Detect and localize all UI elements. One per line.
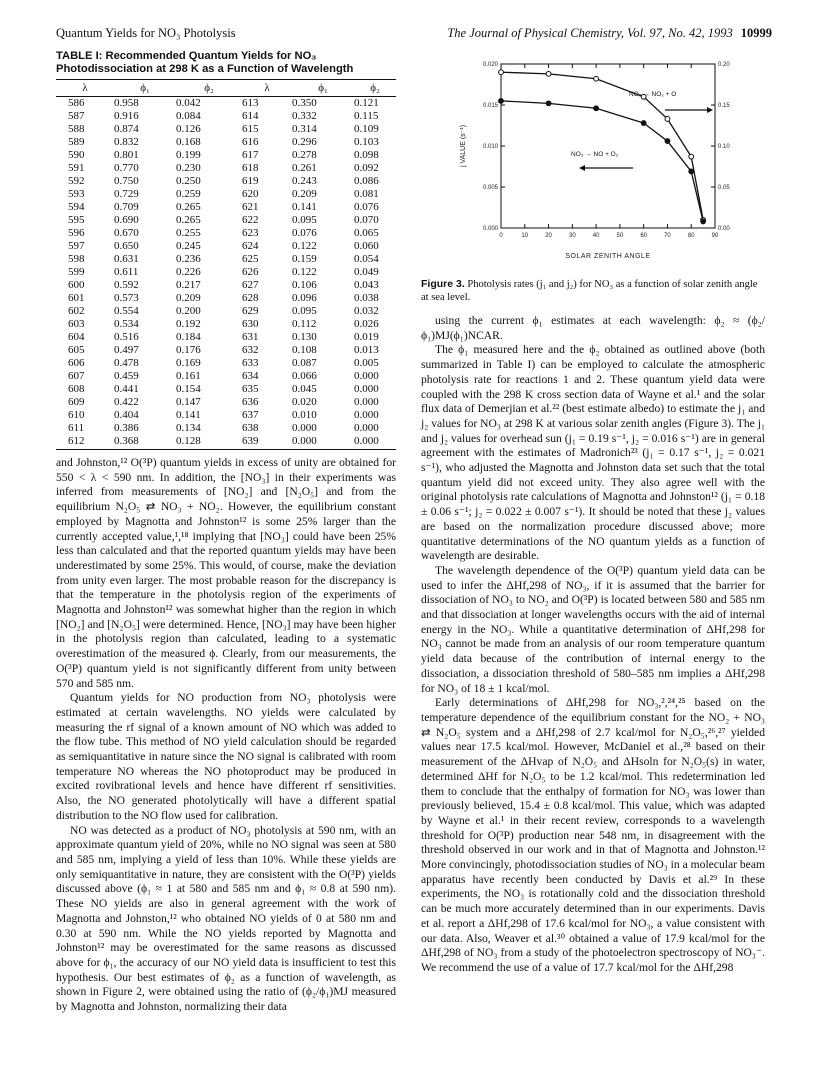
figure-caption [421,278,765,304]
table-header-row [56,80,396,97]
table-row [56,409,396,422]
table-cell: 0.141 [292,201,317,213]
table-row [56,344,396,357]
x-tick-label: 70 [664,233,671,239]
table-cell: 600 [68,279,85,291]
data-point [546,71,551,76]
table-cell: 630 [242,318,259,330]
table-cell: 0.243 [292,175,317,187]
table-cell: 617 [242,149,259,161]
table-cell: 0.010 [292,409,317,421]
table-cell: 0.005 [354,357,379,369]
table-cell: 601 [68,292,85,304]
paragraph: The wavelength dependence of the O(³P) quantum yield data can be used to infer the ΔHf,298 of NO₃, if it is assumed that the barrier for dissociation of NO₃ to NO₂ and O(³P) is located between 580 and 585 nm and that dissociation at longer wavelengths occurs with the aid of internal energy in the NO₃. While a quantitative determination of ΔHf,298 for NO₃ cannot be made from an analysis of our room temperature quantum yield data because of the contribution of internal energy to the dissociation, a dissociation threshold of 580–585 nm implies a ΔHf,298 for NO₃ of 18 ± 1 kcal/mol. [421,563,765,695]
table-cell: 0.245 [176,240,201,252]
table-cell: 638 [242,422,259,434]
table-body [56,97,396,450]
table-cell: 0.000 [354,396,379,408]
table-cell: 611 [68,422,85,434]
table-cell: 0.095 [292,305,317,317]
y-tick-label: 0.005 [482,185,498,191]
table-cell: 0.534 [114,318,139,330]
data-point [499,70,504,75]
table-cell: 587 [68,110,85,122]
table-cell: 0.154 [176,383,201,395]
col-header: ϕ₂ [354,80,396,97]
table-cell: 0.801 [114,149,139,161]
table-cell: 619 [242,175,259,187]
table-row [56,292,396,305]
table-row [56,396,396,409]
table-cell: 637 [242,409,259,421]
table-cell: 0.130 [292,331,317,343]
table-cell: 0.770 [114,162,139,174]
table-row [56,136,396,149]
table-cell: 627 [242,279,259,291]
table-cell: 616 [242,136,259,148]
table-row [56,123,396,136]
table-cell: 0.176 [176,344,201,356]
table-cell: 0.026 [354,318,379,330]
y-tick-label: 0.000 [482,226,498,232]
table-cell: 0.296 [292,136,317,148]
table-cell: 593 [68,188,85,200]
table-cell: 0.670 [114,227,139,239]
x-tick-label: 50 [616,233,624,239]
table-cell: 0.038 [354,292,379,304]
y2-tick-label: 0.00 [718,226,730,232]
table-cell: 607 [68,370,85,382]
table-cell: 0.108 [292,344,317,356]
table-cell: 0.422 [114,396,139,408]
table-cell: 0.592 [114,279,139,291]
series-label-j2: NO₃ → NO + O₂ [571,151,619,158]
table-cell: 606 [68,357,85,369]
table-cell: 0.199 [176,149,201,161]
table-cell: 609 [68,396,85,408]
table-cell: 633 [242,357,259,369]
table-cell: 0.169 [176,357,201,369]
table-cell: 0.265 [176,214,201,226]
right-column [421,50,765,976]
table-cell: 623 [242,227,259,239]
table-cell: 0.065 [354,227,379,239]
table-cell: 0.000 [354,370,379,382]
table-cell: 0.066 [292,370,317,382]
table-cell: 0.261 [292,162,317,174]
table-cell: 594 [68,201,85,213]
quantum-yield-table [56,79,396,450]
table-cell: 588 [68,123,85,135]
table-row [56,227,396,240]
table-cell: 0.497 [114,344,139,356]
table-cell: 0.134 [176,422,201,434]
table-cell: 0.147 [176,396,201,408]
table-cell: 626 [242,266,259,278]
table-row [56,97,396,111]
arrowhead [707,107,713,113]
table-cell: 0.043 [354,279,379,291]
data-point [689,169,694,174]
table-cell: 0.076 [292,227,317,239]
col-header: ϕ₁ [292,80,354,97]
data-point [665,117,670,122]
table-cell: 0.000 [354,383,379,395]
table-cell: 0.087 [292,357,317,369]
table-cell: 0.278 [292,149,317,161]
table-cell: 0.020 [292,396,317,408]
table-cell: 595 [68,214,85,226]
table-cell: 0.045 [292,383,317,395]
x-tick-label: 20 [545,233,552,239]
table-cell: 0.729 [114,188,139,200]
col-header: λ [242,80,292,97]
table-cell: 0.054 [354,253,379,265]
table-row [56,383,396,396]
table-cell: 0.516 [114,331,139,343]
table-cell: 0.209 [176,292,201,304]
table-cell: 0.042 [176,97,201,109]
table-cell: 0.916 [114,110,139,122]
table-cell: 0.098 [354,149,379,161]
table-cell: 0.070 [354,214,379,226]
table-row [56,175,396,188]
x-tick-label: 0 [499,233,503,239]
y2-tick-label: 0.15 [718,103,730,109]
table-cell: 602 [68,305,85,317]
page-number: 10999 [740,26,772,40]
table-cell: 0.332 [292,110,317,122]
table-cell: 636 [242,396,259,408]
left-column [56,50,396,1015]
paragraph: The ϕ₁ measured here and the ϕ₂ obtained as outlined above (both summarized in Table I) can be employed to calculate the atmospheric photolysis rate for reactions 1 and 2. These quantum yield data were coupled with the 298 K cross section data of Wayne et al.¹ and the solar flux data of Demerjian et al.²² (best estimate albedo) to estimate the j₁ and j₂ values for NO₃ at 298 K at various solar zenith angles (Figure 3). The j₁ and j₂ values for overhead sun (j₁ = 0.19 s⁻¹, j₂ = 0.016 s⁻¹) are in general agreement with the estimates of Madronich²³ (j₁ = 0.17 s⁻¹, j₂ = 0.021 s⁻¹), who adjusted the Magnotta and Johnston data set such that the total quantum yield did not exceed unity. They also agree well with the original photolysis rate calculations of Magnotta and Johnston¹² (j₁ = 0.18 ± 0.06 s⁻¹; j₂ = 0.022 ± 0.007 s⁻¹). It should be noted that these j₂ values are based on the normalization procedure discussed above; more quantitative determinations of the NO quantum yields as a function of wavelength are desirable. [421,343,765,563]
table-cell: 0.709 [114,201,139,213]
arrowhead [579,165,585,171]
table-cell: 632 [242,344,259,356]
y-tick-label: 0.010 [482,144,498,150]
table-cell: 0.096 [292,292,317,304]
table-caption: TABLE I: Recommended Quantum Yields for NO₃ Photodissociation at 298 K as a Function of Wavelength [56,50,354,75]
table-cell: 0.122 [292,266,317,278]
table-row [56,110,396,123]
table-cell: 0.103 [354,136,379,148]
table-cell: 621 [242,201,259,213]
x-tick-label: 30 [568,233,576,239]
table-row [56,318,396,331]
table-row [56,422,396,435]
table-row [56,331,396,344]
table-cell: 0.459 [114,370,139,382]
right-body-text [421,314,765,976]
table-cell: 625 [242,253,259,265]
table-cell: 0.200 [176,305,201,317]
figure-caption-text: Photolysis rates (j₁ and j₂) for NO₃ as a function of solar zenith angle at sea level. [421,279,758,303]
y2-tick-label: 0.20 [718,62,730,68]
table-cell: 0.255 [176,227,201,239]
table-cell: 0.000 [354,422,379,434]
table-cell: 610 [68,409,85,421]
table-cell: 0.092 [354,162,379,174]
x-axis-label: SOLAR ZENITH ANGLE [565,253,651,260]
table-row [56,201,396,214]
table-cell: 598 [68,253,85,265]
table-cell: 0.126 [176,123,201,135]
x-tick-label: 40 [592,233,600,239]
data-point [546,101,551,106]
running-header-journal [447,26,772,41]
table-cell: 604 [68,331,85,343]
table-cell: 0.404 [114,409,139,421]
table-row [56,240,396,253]
data-point [641,121,646,126]
table-cell: 591 [68,162,85,174]
table-row [56,149,396,162]
table-cell: 0.000 [354,409,379,421]
table-cell: 628 [242,292,259,304]
table-row [56,279,396,292]
data-point [701,219,706,224]
table-cell: 0.049 [354,266,379,278]
table-cell: 605 [68,344,85,356]
table-cell: 634 [242,370,259,382]
table-cell: 0.121 [354,97,379,109]
table-cell: 0.611 [114,266,139,278]
table-cell: 0.650 [114,240,139,252]
y-tick-label: 0.015 [482,103,498,109]
table-cell: 0.095 [292,214,317,226]
table-row [56,253,396,266]
series-label-j1: NO₃ → NO₂ + O [629,91,677,98]
left-body-text [56,456,396,1015]
table-cell: 0.086 [354,175,379,187]
table-cell: 0.832 [114,136,139,148]
table-cell: 0.631 [114,253,139,265]
table-cell: 608 [68,383,85,395]
table-cell: 0.236 [176,253,201,265]
data-point [594,106,599,111]
table-cell: 618 [242,162,259,174]
table-cell: 0.259 [176,188,201,200]
table-cell: 0.230 [176,162,201,174]
figure-3 [423,50,763,270]
table-cell: 614 [242,110,259,122]
table-row [56,370,396,383]
table-cell: 0.122 [292,240,317,252]
table-cell: 0.874 [114,123,139,135]
table-cell: 0.386 [114,422,139,434]
table-cell: 612 [56,435,114,450]
table-cell: 620 [242,188,259,200]
table-cell: 0.106 [292,279,317,291]
paragraph: Quantum yields for NO production from NO₃ photolysis were estimated at certain wavelengths. NO yields were calculated by measuring the rf signal of a known amount of NO which was added to the flow tube. This method of NO yield calculation should be regarded as semiquantitative in nature since the NO signal is calibrated with room temperature NO whereas the NO photoproduct may be produced in excited rovibrational levels and hence have different rf sensitivities. Also, the NO generated photolytically will have a different spatial distribution to the NO flow used for calibration. [56,691,396,822]
data-point [689,154,694,159]
figure-label: Figure 3. [421,278,465,290]
table-cell: 0.478 [114,357,139,369]
table-cell: 0.168 [176,136,201,148]
col-header: λ [56,80,114,97]
table-cell: 0.032 [354,305,379,317]
journal-citation: The Journal of Physical Chemistry, Vol. 97, No. 42, 1993 [447,26,733,40]
table-cell: 0.554 [114,305,139,317]
data-point [594,76,599,81]
data-point [499,99,504,104]
table-cell: 622 [242,214,259,226]
table-cell: 599 [68,266,85,278]
table-cell: 0.000 [354,435,396,450]
table-cell: 0.019 [354,331,379,343]
table-cell: 597 [68,240,85,252]
table-row [56,357,396,370]
x-tick-label: 10 [521,233,529,239]
y-tick-label: 0.020 [482,62,498,68]
table-cell: 0.690 [114,214,139,226]
table-row [56,162,396,175]
table-cell: 0.112 [292,318,317,330]
table-cell: 0.350 [292,97,317,109]
table-cell: 615 [242,123,259,135]
running-header-title: Quantum Yields for NO₃ Photolysis [56,26,236,40]
photolysis-rate-chart [423,50,763,270]
table-cell: 586 [68,97,85,109]
table-cell: 0.128 [176,435,242,450]
table-cell: 0.184 [176,331,201,343]
plot-frame [501,64,715,228]
table-cell: 590 [68,149,85,161]
y-axis-label: j VALUE (s⁻¹) [460,124,467,168]
paragraph: NO was detected as a product of NO₃ photolysis at 590 nm, with an approximate quantum yield of 20%, while no NO signal was seen at 580 and 585 nm, implying a yield of less than 10%. While these yields are only semiquantitative in nature, they are consistent with the O(³P) yields discussed above (ϕ₁ ≈ 1 at 580 and 585 nm and ϕ₁ ≈ 0.8 at 590 nm). These NO yields are also in general agreement with the work of Magnotta and Johnston,¹² who obtained NO yields of 0 at 580 nm and 0.30 at 590 nm. While the NO yields reported by Magnotta and Johnston¹² may be overestimated for the same reasons as discussed above for ϕ₁, the accuracy of our NO yield data is insufficient to test this hypothesis. Our best estimates of ϕ₂ as a function of wavelength, as shown in Figure 2, were obtained using the ratio of (ϕ₂/ϕ₁)MJ measured by Magnotta and Johnston, normalizing their data [56,823,396,1014]
col-header: ϕ₂ [176,80,242,97]
table-cell: 0.209 [292,188,317,200]
y2-tick-label: 0.10 [718,144,730,150]
table-cell: 0.000 [292,435,354,450]
table-cell: 0.109 [354,123,379,135]
table-cell: 592 [68,175,85,187]
series-line-j2 [501,101,703,222]
x-tick-label: 80 [687,233,695,239]
table-cell: 639 [242,435,292,450]
table-cell: 0.076 [354,201,379,213]
table-cell: 624 [242,240,259,252]
y2-tick-label: 0.05 [718,185,730,191]
table-cell: 0.573 [114,292,139,304]
table-row [56,305,396,318]
table-cell: 0.441 [114,383,139,395]
table-cell: 0.141 [176,409,201,421]
paragraph: Early determinations of ΔHf,298 for NO₃,²,²⁴,²⁵ based on the temperature dependence of the equilibrium constant for the NO₂ + NO₃ ⇄ N₂O₅ system and a ΔHf,298 of 2.7 kcal/mol for N₂O₅,²⁶,²⁷ yielded values near 17.5 kcal/mol. However, McDaniel et al.,²⁸ based on their measurement of the ΔHvap of N₂O₅ and ΔHsoln for N₂O₅(s) in water, determined ΔHf for N₂O₅ to be 1.2 kcal/mol. This redetermination led them to conclude that the enthalpy of formation for NO₃ was lower than previously believed, 15.4 ± 0.8 kcal/mol. This value, which was adapted by Wayne et al.¹ in their recent review, corresponds to a wavelength threshold for O(³P) production near 548 nm, in disagreement with the threshold observed in our work and in that of Magnotta and Johnston.¹² More convincingly, photodissociation studies of NO₃ in a molecular beam apparatus have recently been conducted by Davis et al.²⁹ In these experiments, the NO₃ is rotationally cold and the dissociation threshold can be much more accurately determined than in our experiments. Davis et al. report a ΔHf,298 of 17.6 kcal/mol for NO₃, a value consistent with our data. Also, Weaver et al.³⁰ obtained a value of 17.9 kcal/mol for the ΔHf,298 of NO₃ from a study of the photoelectron spectroscopy of NO₃⁻. We recommend the use of a value of 17.7 kcal/mol for the ΔHf,298 [421,696,765,974]
paragraph: and Johnston,¹² O(³P) quantum yields in excess of unity are obtained for 550 < λ < 590 nm. In addition, the [NO₃] in their experiments was inferred from measurements of [NO₂] and [N₂O₅] and from the equilibrium N₂O₅ ⇄ NO₃ + NO₂. However, the equilibrium constant employed by Magnotta and Johnston¹² is some 25% larger than the currently accepted value,¹,¹⁸ implying that [NO₃] could have been 25% less than calculated and that the reported quantum yields may have been underestimated by some 25%. This would, of course, make the deviation from unity even larger. The most probable reason for the discrepancy is that the temperature in the photolysis region of the experiments of Magnotta and Johnston¹² was somewhat higher than the region in which [NO₂] and [N₂O₅] were determined. Hence, [NO₃] may have been higher in the photolysis region than calculated, leading to a systematic overestimation of the measured ϕ. Clearly, from our measurements, the O(³P) quantum yield is not significantly different from unity between 570 and 585 nm. [56,456,396,690]
table-cell: 0.750 [114,175,139,187]
table-cell: 0.226 [176,266,201,278]
table-cell: 629 [242,305,259,317]
x-tick-label: 90 [711,233,719,239]
table-cell: 0.013 [354,344,379,356]
table-cell: 0.060 [354,240,379,252]
table-cell: 0.192 [176,318,201,330]
table-cell: 0.314 [292,123,317,135]
table-cell: 0.958 [114,97,139,109]
table-cell: 0.115 [354,110,379,122]
table-cell: 0.217 [176,279,201,291]
table-cell: 589 [68,136,85,148]
table-cell: 603 [68,318,85,330]
table-cell: 0.159 [292,253,317,265]
table-cell: 596 [68,227,85,239]
table-row [56,435,396,450]
table-cell: 631 [242,331,259,343]
table-cell: 0.084 [176,110,201,122]
table-row [56,266,396,279]
table-cell: 0.250 [176,175,201,187]
table-cell: 0.000 [292,422,317,434]
table-cell: 0.265 [176,201,201,213]
data-point [665,139,670,144]
table-row [56,188,396,201]
paragraph: using the current ϕ₁ estimates at each wavelength: ϕ₂ ≈ (ϕ₂/ϕ₁)MJ(ϕ₁)NCAR. [421,314,765,342]
table-cell: 613 [242,97,259,109]
table-cell: 0.368 [114,435,176,450]
x-tick-label: 60 [640,233,648,239]
col-header: ϕ₁ [114,80,176,97]
table-cell: 0.161 [176,370,201,382]
table-row [56,214,396,227]
table-cell: 0.081 [354,188,379,200]
table-cell: 635 [242,383,259,395]
